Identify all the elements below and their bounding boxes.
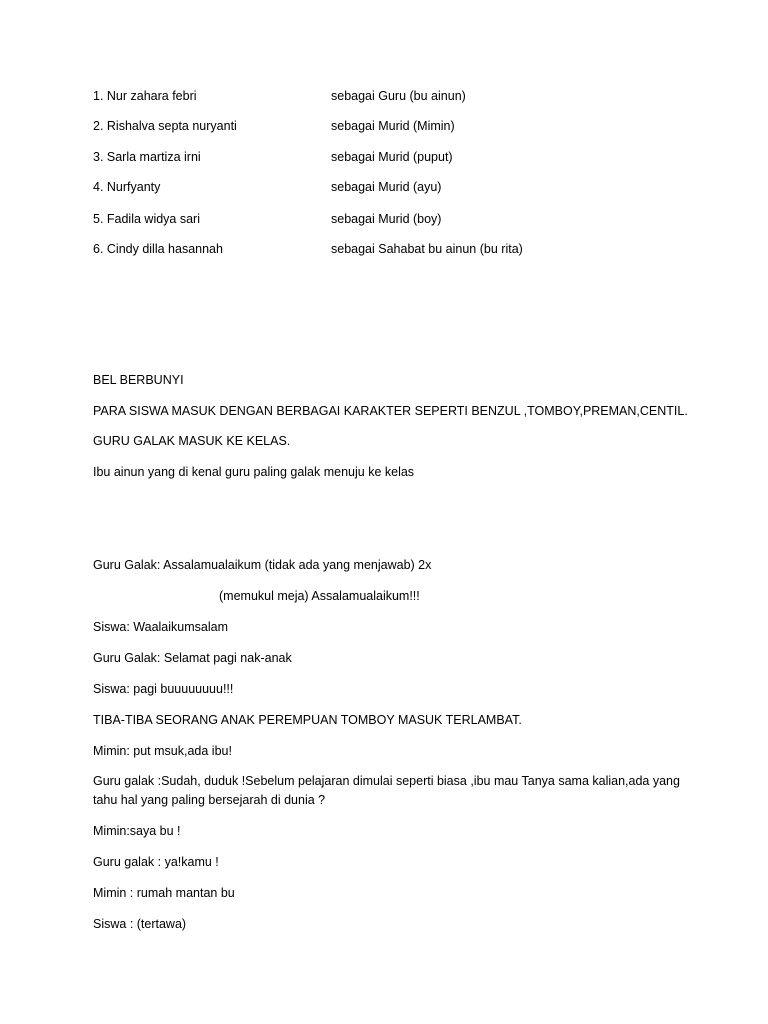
dialog-line: (memukul meja) Assalamualaikum!!! xyxy=(219,589,420,603)
dialog-line: Guru Galak: Selamat pagi nak-anak xyxy=(93,651,292,665)
dialog-line: Mimin:saya bu ! xyxy=(93,824,181,838)
cast-role: sebagai Guru (bu ainun) xyxy=(331,89,466,103)
stage-direction: Ibu ainun yang di kenal guru paling galak menuju ke kelas xyxy=(93,465,415,479)
cast-name: 2. Rishalva septa nuryanti xyxy=(93,119,237,133)
cast-role: sebagai Murid (Mimin) xyxy=(331,119,455,133)
cast-name: 6. Cindy dilla hasannah xyxy=(93,242,223,256)
dialog-line: Mimin : rumah mantan bu xyxy=(93,886,235,900)
dialog-line: Siswa : (tertawa) xyxy=(93,917,187,931)
stage-direction: PARA SISWA MASUK DENGAN BERBAGAI KARAKTER SEPERTI BENZUL ,TOMBOY,PREMAN,CENTIL. xyxy=(93,404,688,418)
dialog-line: Mimin: put msuk,ada ibu! xyxy=(93,744,232,758)
dialog-line: Siswa: Waalaikumsalam xyxy=(93,620,228,634)
cast-role: sebagai Murid (boy) xyxy=(331,212,442,226)
dialog-line: Guru galak : ya!kamu ! xyxy=(93,855,219,869)
stage-direction: BEL BERBUNYI xyxy=(93,373,184,387)
cast-name: 4. Nurfyanty xyxy=(93,180,161,194)
dialog-line: Guru galak :Sudah, duduk !Sebelum pelajaran dimulai seperti biasa ,ibu mau Tanya sama kalian,ada yang tahu hal yang paling bersejarah di dunia ? xyxy=(93,774,680,807)
dialog-line: TIBA-TIBA SEORANG ANAK PEREMPUAN TOMBOY MASUK TERLAMBAT. xyxy=(93,713,522,727)
cast-role: sebagai Murid (puput) xyxy=(331,150,453,164)
dialog-line: Siswa: pagi buuuuuuuu!!! xyxy=(93,682,234,696)
dialog-line: Guru Galak: Assalamualaikum (tidak ada yang menjawab) 2x xyxy=(93,558,432,572)
cast-name: 3. Sarla martiza irni xyxy=(93,150,201,164)
cast-role: sebagai Sahabat bu ainun (bu rita) xyxy=(331,242,523,256)
cast-name: 5. Fadila widya sari xyxy=(93,212,200,226)
cast-name: 1. Nur zahara febri xyxy=(93,89,197,103)
cast-role: sebagai Murid (ayu) xyxy=(331,180,442,194)
stage-direction: GURU GALAK MASUK KE KELAS. xyxy=(93,434,291,448)
